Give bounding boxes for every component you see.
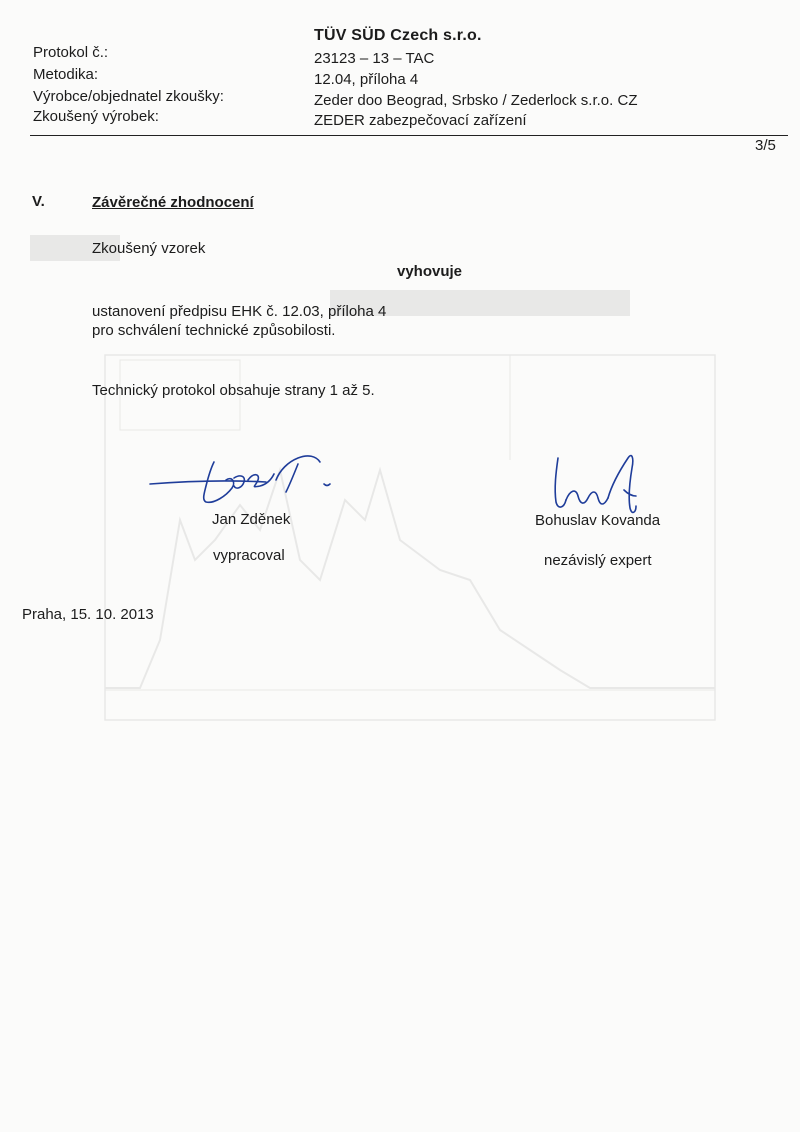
signer-left-role: vypracoval [213, 547, 285, 564]
signer-right-role: nezávislý expert [544, 552, 652, 569]
verdict-text: vyhovuje [397, 263, 463, 280]
section-number: V. [32, 193, 45, 210]
page-number: 3/5 [755, 137, 776, 154]
place-and-date: Praha, 15. 10. 2013 [22, 606, 154, 623]
tested-product-label: Zkoušený výrobek: [33, 108, 159, 125]
header-divider [30, 135, 788, 136]
signature-jan-zdenek [148, 450, 348, 510]
tested-sample-text: Zkoušený vzorek [92, 240, 206, 257]
pages-statement: Technický protokol obsahuje strany 1 až 5. [92, 382, 375, 399]
protocol-number-label: Protokol č.: [33, 44, 109, 61]
signer-right-name: Bohuslav Kovanda [535, 512, 661, 529]
regulation-line-1: ustanovení předpisu EHK č. 12.03, příloha 4 [92, 303, 387, 320]
section-title: Závěrečné zhodnocení [92, 194, 254, 211]
company-name: TÜV SÜD Czech s.r.o. [314, 27, 482, 44]
manufacturer-label: Výrobce/objednatel zkoušky: [33, 88, 224, 105]
signer-left-name: Jan Zděnek [212, 511, 291, 528]
methodology-value: 12.04, příloha 4 [314, 71, 419, 88]
regulation-line-2: pro schválení technické způsobilosti. [92, 322, 336, 339]
methodology-label: Metodika: [33, 66, 99, 83]
protocol-number-value: 23123 – 13 – TAC [314, 50, 435, 67]
manufacturer-value: Zeder doo Beograd, Srbsko / Zederlock s.r.o. CZ [314, 92, 638, 109]
tested-product-value: ZEDER zabezpečovací zařízení [314, 112, 527, 129]
